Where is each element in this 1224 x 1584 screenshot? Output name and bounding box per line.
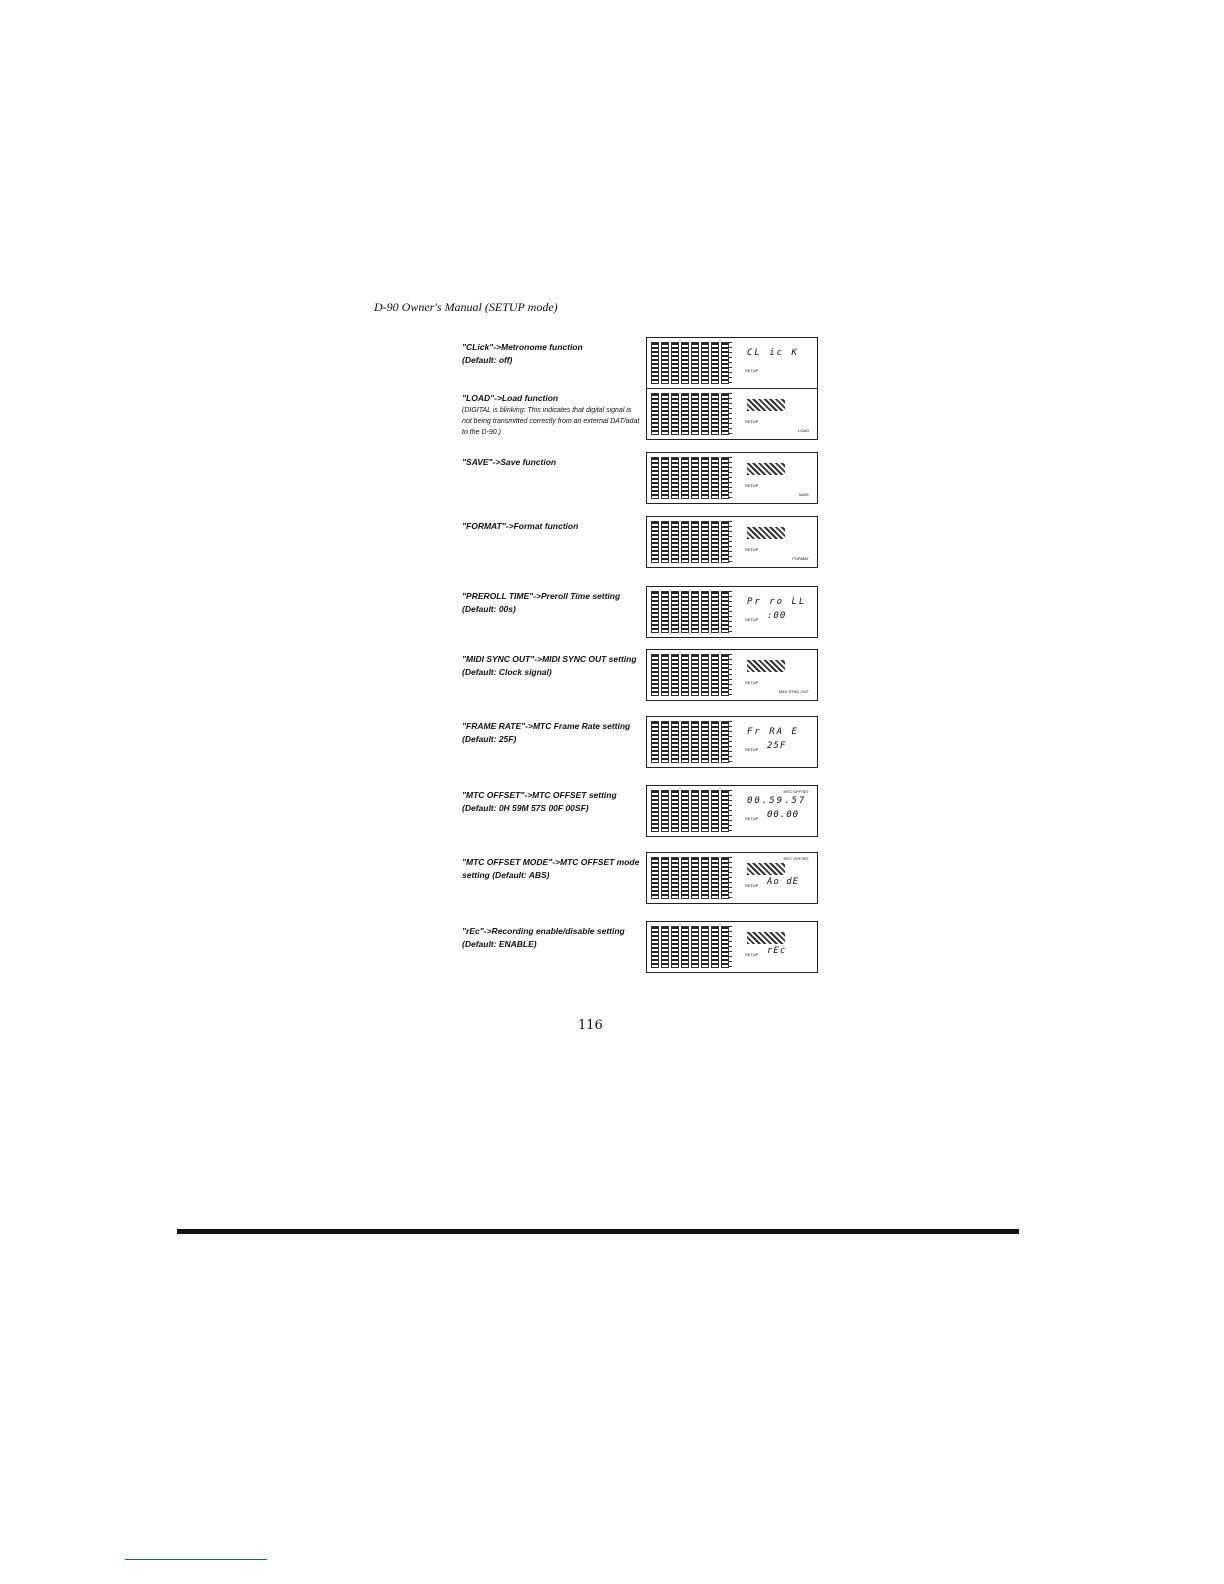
lcd-segment-top: CL ic K [747, 348, 799, 358]
level-meter [721, 521, 729, 563]
level-meter [721, 393, 729, 435]
lcd-setup-label: SETUP [745, 952, 759, 957]
entry-title: "FORMAT"->Format function [462, 521, 579, 531]
lcd-display [646, 785, 818, 837]
lcd-mode-tag: LOAD [798, 428, 809, 433]
meter-scale [729, 721, 732, 763]
lcd-display [646, 388, 818, 440]
lcd-top-tag: MTC OFFSET [783, 789, 809, 794]
meter-scale [729, 926, 732, 968]
lcd-setup-label: SETUP [745, 680, 759, 685]
entry-title: "CLick"->Metronome function [462, 342, 583, 352]
lcd-display [646, 921, 818, 973]
entry-default: (Default: 00s) [462, 604, 516, 614]
level-meter [651, 393, 659, 435]
level-meter [651, 654, 659, 696]
level-meter [671, 591, 679, 633]
segment-pattern [747, 660, 785, 672]
lcd-segment-top: Pr ro LL [747, 597, 807, 607]
entry-title: "FRAME RATE"->MTC Frame Rate setting [462, 721, 631, 731]
level-meters [651, 857, 729, 899]
level-meter [661, 654, 669, 696]
level-meters [651, 342, 729, 384]
level-meter [671, 790, 679, 832]
level-meter [681, 393, 689, 435]
level-meter [691, 342, 699, 384]
level-meter [701, 591, 709, 633]
entry-description [462, 789, 642, 815]
lcd-segment-bottom: Ao dE [767, 877, 800, 887]
lcd-segment-bottom: 00.00 [767, 810, 800, 820]
level-meter [661, 342, 669, 384]
lcd-display [646, 852, 818, 904]
level-meter [711, 790, 719, 832]
entry-description [462, 341, 642, 367]
level-meter [701, 393, 709, 435]
lcd-mode-tag: SAVE [798, 492, 809, 497]
setup-entry [462, 789, 822, 843]
level-meter [661, 926, 669, 968]
level-meters [651, 591, 729, 633]
level-meter [711, 654, 719, 696]
lcd-setup-label: SETUP [745, 419, 759, 424]
entry-default: (Default: off) [462, 355, 513, 365]
lcd-setup-label: SETUP [745, 816, 759, 821]
level-meter [711, 857, 719, 899]
entry-note: (DIGITAL is blinking: This indicates that digital signal is not being transmitted correctly from an external DAT/adat to the D-90.) [462, 407, 640, 436]
level-meters [651, 457, 729, 499]
meter-scale [729, 393, 732, 435]
setup-entry [462, 520, 822, 574]
level-meter [721, 654, 729, 696]
level-meter [721, 342, 729, 384]
link-underline [125, 1559, 267, 1560]
level-meter [701, 857, 709, 899]
entry-description [462, 392, 642, 438]
entry-title: "PREROLL TIME"->Preroll Time setting [462, 591, 621, 601]
setup-entry [462, 856, 822, 910]
bottom-rule [177, 1229, 1019, 1234]
entry-default: (Default: ENABLE) [462, 939, 537, 949]
level-meter [711, 721, 719, 763]
lcd-setup-label: SETUP [745, 368, 759, 373]
level-meter [711, 521, 719, 563]
level-meter [721, 721, 729, 763]
segment-pattern [747, 463, 785, 475]
entry-title: "MTC OFFSET"->MTC OFFSET setting [462, 790, 617, 800]
level-meter [701, 342, 709, 384]
entry-description [462, 653, 642, 679]
level-meter [651, 857, 659, 899]
level-meter [671, 721, 679, 763]
level-meter [711, 393, 719, 435]
level-meter [651, 721, 659, 763]
level-meter [671, 857, 679, 899]
setup-entry [462, 392, 822, 446]
level-meter [691, 591, 699, 633]
level-meters [651, 926, 729, 968]
level-meter [671, 342, 679, 384]
level-meter [671, 457, 679, 499]
level-meter [701, 654, 709, 696]
meter-scale [729, 521, 732, 563]
lcd-setup-label: SETUP [745, 547, 759, 552]
level-meter [711, 457, 719, 499]
entry-description [462, 856, 642, 882]
level-meter [651, 591, 659, 633]
level-meter [691, 926, 699, 968]
lcd-segment-bottom: 25F [767, 741, 787, 751]
level-meter [661, 457, 669, 499]
level-meter [701, 926, 709, 968]
level-meter [701, 790, 709, 832]
level-meter [691, 721, 699, 763]
level-meter [661, 393, 669, 435]
level-meter [671, 654, 679, 696]
entry-description [462, 590, 642, 616]
lcd-segment-top: 00.59.57 [747, 796, 807, 806]
level-meter [651, 457, 659, 499]
entry-default: setting (Default: ABS) [462, 870, 550, 880]
lcd-display [646, 586, 818, 638]
level-meter [711, 926, 719, 968]
level-meter [651, 790, 659, 832]
entry-default: (Default: 0H 59M 57S 00F 00SF) [462, 803, 589, 813]
entry-title: "LOAD"->Load function [462, 393, 559, 403]
lcd-segment-bottom: rEc [767, 946, 787, 956]
level-meter [671, 521, 679, 563]
level-meter [681, 857, 689, 899]
entry-default: (Default: 25F) [462, 734, 517, 744]
page-header: D-90 Owner's Manual (SETUP mode) [374, 300, 558, 314]
level-meter [721, 926, 729, 968]
level-meter [691, 457, 699, 499]
level-meters [651, 393, 729, 435]
lcd-display [646, 337, 818, 389]
meter-scale [729, 857, 732, 899]
level-meter [671, 926, 679, 968]
level-meter [681, 342, 689, 384]
setup-entry [462, 456, 822, 510]
meter-scale [729, 654, 732, 696]
setup-entry [462, 720, 822, 774]
setup-entry [462, 341, 822, 395]
meter-scale [729, 342, 732, 384]
level-meter [691, 393, 699, 435]
lcd-setup-label: SETUP [745, 883, 759, 888]
lcd-setup-label: SETUP [745, 617, 759, 622]
entry-description [462, 925, 642, 951]
level-meter [681, 926, 689, 968]
entry-description [462, 720, 642, 746]
level-meter [661, 857, 669, 899]
level-meter [651, 342, 659, 384]
entry-title: "SAVE"->Save function [462, 457, 557, 467]
segment-pattern [747, 932, 785, 944]
level-meter [691, 857, 699, 899]
lcd-segment-bottom: :00 [767, 611, 787, 621]
lcd-display [646, 716, 818, 768]
level-meters [651, 790, 729, 832]
level-meter [701, 721, 709, 763]
lcd-display [646, 649, 818, 701]
entry-title: "MIDI SYNC OUT"->MIDI SYNC OUT setting [462, 654, 637, 664]
level-meter [721, 591, 729, 633]
lcd-setup-label: SETUP [745, 483, 759, 488]
level-meter [681, 654, 689, 696]
level-meter [701, 457, 709, 499]
level-meter [651, 521, 659, 563]
entry-description [462, 520, 642, 533]
lcd-display [646, 452, 818, 504]
meter-scale [729, 790, 732, 832]
lcd-mode-tag: FORMAT [792, 556, 809, 561]
segment-pattern [747, 399, 785, 411]
level-meter [661, 790, 669, 832]
level-meter [711, 591, 719, 633]
entry-title: "rEc"->Recording enable/disable setting [462, 926, 625, 936]
segment-pattern [747, 527, 785, 539]
level-meter [711, 342, 719, 384]
entry-default: (Default: Clock signal) [462, 667, 552, 677]
level-meter [691, 521, 699, 563]
lcd-mode-tag: MIDI SYNC OUT [778, 689, 809, 694]
meter-scale [729, 457, 732, 499]
level-meter [681, 457, 689, 499]
level-meter [661, 721, 669, 763]
segment-pattern [747, 863, 785, 875]
level-meter [671, 393, 679, 435]
entry-title: "MTC OFFSET MODE"->MTC OFFSET mode [462, 857, 640, 867]
level-meter [661, 521, 669, 563]
level-meters [651, 521, 729, 563]
lcd-display [646, 516, 818, 568]
lcd-top-tag: MTC OFFSET [783, 856, 809, 861]
level-meter [721, 790, 729, 832]
level-meters [651, 654, 729, 696]
page-number: 116 [578, 1018, 603, 1033]
setup-entry [462, 590, 822, 644]
level-meter [681, 521, 689, 563]
setup-entry [462, 653, 822, 707]
level-meter [651, 926, 659, 968]
level-meter [701, 521, 709, 563]
setup-entry [462, 925, 822, 979]
level-meter [721, 457, 729, 499]
level-meter [681, 721, 689, 763]
level-meter [691, 654, 699, 696]
level-meter [681, 790, 689, 832]
level-meter [681, 591, 689, 633]
level-meter [721, 857, 729, 899]
level-meter [691, 790, 699, 832]
lcd-setup-label: SETUP [745, 747, 759, 752]
level-meters [651, 721, 729, 763]
entry-description [462, 456, 642, 469]
meter-scale [729, 591, 732, 633]
lcd-segment-top: Fr RA E [747, 727, 799, 737]
level-meter [661, 591, 669, 633]
